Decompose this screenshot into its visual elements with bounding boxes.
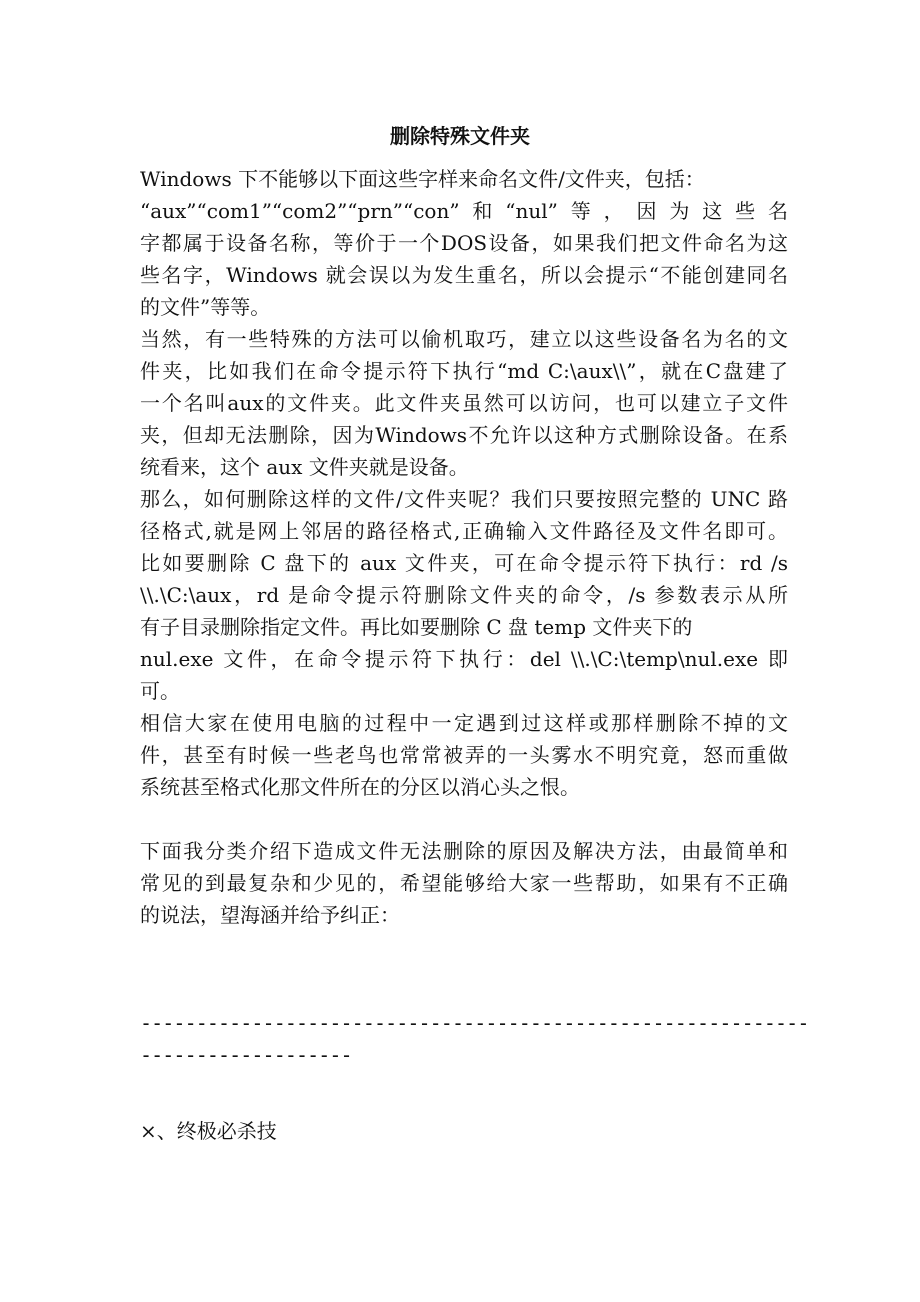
text-line: Windows 下不能够以下面这些字样来命名文件/文件夹，包括： [140, 167, 705, 191]
text-line: nul.exe 文件，在命令提示符下执行：del \\.\C:\temp\nul.exe 即 [140, 647, 788, 671]
text-line: 下面我分类介绍下造成文件无法删除的原因及解决方法，由最简单和 [140, 839, 788, 863]
text-line: 相信大家在使用电脑的过程中一定遇到过这样或那样删除不掉的文 [140, 711, 788, 735]
separator-line: ------------------- [140, 1043, 352, 1067]
text-line: 的说法，望海涵并给予纠正： [140, 903, 400, 927]
text-line: 字都属于设备名称，等价于一个DOS设备，如果我们把文件命名为这 [140, 231, 788, 255]
separator-line: ------------------------------------------------------------ [140, 1011, 809, 1035]
text-line: 有子目录删除指定文件。再比如要删除 C 盘 temp 文件夹下的 [140, 615, 693, 639]
text-line: 统看来，这个 aux 文件夹就是设备。 [140, 455, 469, 479]
text-line: \\.\C:\aux，rd 是命令提示符删除文件夹的命令，/s 参数表示从所 [140, 583, 788, 607]
text-line: 的文件”等等。 [140, 295, 271, 319]
text-line: 件，甚至有时候一些老鸟也常常被弄的一头雾水不明究竟，怒而重做 [140, 743, 788, 767]
text-line: 些名字，Windows 就会误以为发生重名，所以会提示“不能创建同名 [140, 263, 788, 287]
text-line: 夹，但却无法删除，因为Windows不允许以这种方式删除设备。在系 [140, 423, 788, 447]
text-line: 系统甚至格式化那文件所在的分区以消心头之恨。 [140, 775, 580, 799]
text-line: “aux”“com1”“com2”“prn”“con”和“nul”等，因为这些名 [140, 199, 788, 223]
text-line: 件夹，比如我们在命令提示符下执行“md C:\aux\\”，就在C盘建了 [140, 359, 788, 383]
text-line: 可。 [140, 679, 180, 703]
section-heading: ×、终极必杀技 [140, 1119, 277, 1143]
text-line: 径格式,就是网上邻居的路径格式,正确输入文件路径及文件名即可。 [140, 519, 788, 543]
document-title: 删除特殊文件夹 [390, 124, 530, 148]
text-line: 比如要删除 C 盘下的 aux 文件夹，可在命令提示符下执行：rd /s [140, 551, 788, 575]
text-line: 常见的到最复杂和少见的，希望能够给大家一些帮助，如果有不正确 [140, 871, 788, 895]
text-line: 当然，有一些特殊的方法可以偷机取巧，建立以这些设备名为名的文 [140, 327, 788, 351]
text-line: 一个名叫aux的文件夹。此文件夹虽然可以访问，也可以建立子文件 [140, 391, 788, 415]
text-line: 那么，如何删除这样的文件/文件夹呢？我们只要按照完整的 UNC 路 [140, 487, 788, 511]
